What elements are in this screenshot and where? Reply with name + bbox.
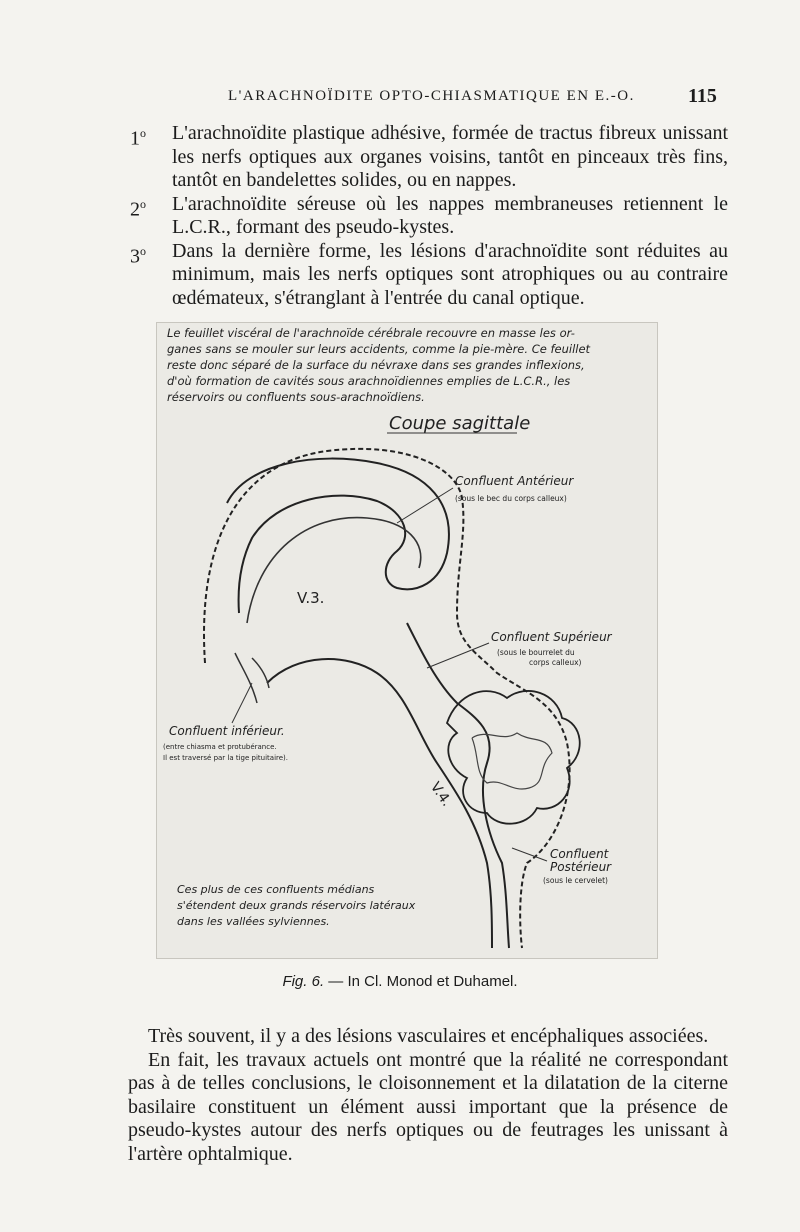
paragraph: En fait, les travaux actuels ont montré que la réalité ne correspondant pas à de telles conclusions, le cloisonnement et la dilatation de la citerne basilaire constituent un élément aussi important que la présence de pseudo-kystes autour des nerfs optiques ou de feutrages les unissant à l'artère ophtalmique. (128, 1048, 728, 1165)
bottom-note-line: s'étendent deux grands réservoirs latéraux (177, 899, 416, 912)
list-item (128, 240, 728, 311)
list-item (128, 122, 728, 193)
list-text: L'arachnoïdite séreuse où les nappes membraneuses retiennent le L.C.R., formant des pseudo-kystes. (172, 192, 728, 238)
list-number: 2$^o$ (130, 196, 146, 221)
top-note-line: réservoirs ou confluents sous-arachnoïdiens. (167, 390, 425, 404)
label-superior-note: corps calleux) (529, 658, 582, 667)
running-head (0, 85, 800, 112)
anterior-leader-line (397, 488, 453, 523)
top-note-line: reste donc séparé de la surface du névraxe dans ses grandes inflexions, (167, 358, 585, 372)
corpus-callosum (227, 459, 449, 613)
superior-leader-line (427, 643, 489, 668)
label-posterior-note: (sous le cervelet) (543, 876, 608, 885)
brainstem-posterior (407, 623, 509, 948)
label-v4: V.4. (426, 779, 455, 810)
top-note-line: d'où formation de cavités sous arachnoïdiennes emplies de L.C.R., les (167, 374, 571, 388)
label-v3: V.3. (297, 589, 325, 607)
caption-label: Fig. 6. (282, 973, 325, 990)
list-text: Dans la dernière forme, les lésions d'arachnoïdite sont réduites au minimum, mais les nerfs optiques sont atrophiques ou au contraire œdémateux, s'étranglant à l'entrée du canal optique. (172, 239, 728, 309)
running-title: L'ARACHNOÏDITE OPTO-CHIASMATIQUE EN E.-O. (228, 88, 635, 104)
sagittal-section-diagram (157, 323, 657, 958)
label-superior-confluent: Confluent Supérieur (491, 630, 612, 644)
label-inferior-note: Il est traversé par la tige pituitaire). (163, 754, 289, 762)
diagram-title: Coupe sagittale (389, 413, 531, 434)
label-inferior-confluent: Confluent inférieur. (169, 724, 285, 738)
inferior-leader-line (232, 683, 252, 723)
fornix (247, 518, 421, 623)
figure-caption (0, 973, 800, 990)
label-posterior-confluent: Confluent (550, 847, 609, 861)
label-posterior-confluent: Postérieur (550, 860, 612, 874)
list-number: 1$^o$ (130, 126, 146, 150)
paragraph: Très souvent, il y a des lésions vasculaires et encéphaliques associées. (148, 1025, 709, 1047)
optic-chiasma (235, 653, 269, 703)
numbered-list (128, 122, 728, 310)
caption-text: — In Cl. Monod et Duhamel. (328, 973, 518, 990)
arachnoid-envelope (204, 449, 570, 948)
label-anterior-confluent: Confluent Antérieur (455, 474, 574, 488)
body-text (128, 1025, 728, 1166)
label-inferior-note: (entre chiasma et protubérance. (163, 743, 277, 751)
bottom-note-line: Ces plus de ces confluents médians (177, 883, 375, 896)
list-item (128, 193, 728, 240)
cerebellum-inner (472, 733, 552, 789)
list-text: L'arachnoïdite plastique adhésive, formée de tractus fibreux unissant les nerfs optiques aux organes voisins, tantôt en pinceaux très fins, tantôt en bandelettes solides, ou en nappes. (172, 122, 728, 191)
label-anterior-note: (sous le bec du corps calleux) (455, 494, 567, 503)
list-number: 3$^o$ (130, 243, 146, 268)
label-superior-note: (sous le bourrelet du (497, 648, 575, 657)
figure (157, 323, 657, 958)
bottom-note-line: dans les vallées sylviennes. (177, 915, 330, 928)
top-note-line: ganes sans se mouler sur leurs accidents, comme la pie-mère. Ce feuillet (167, 342, 591, 356)
top-note-line: Le feuillet viscéral de l'arachnoïde cérébrale recouvre en masse les or- (167, 326, 575, 340)
page-number: 115 (688, 85, 717, 107)
